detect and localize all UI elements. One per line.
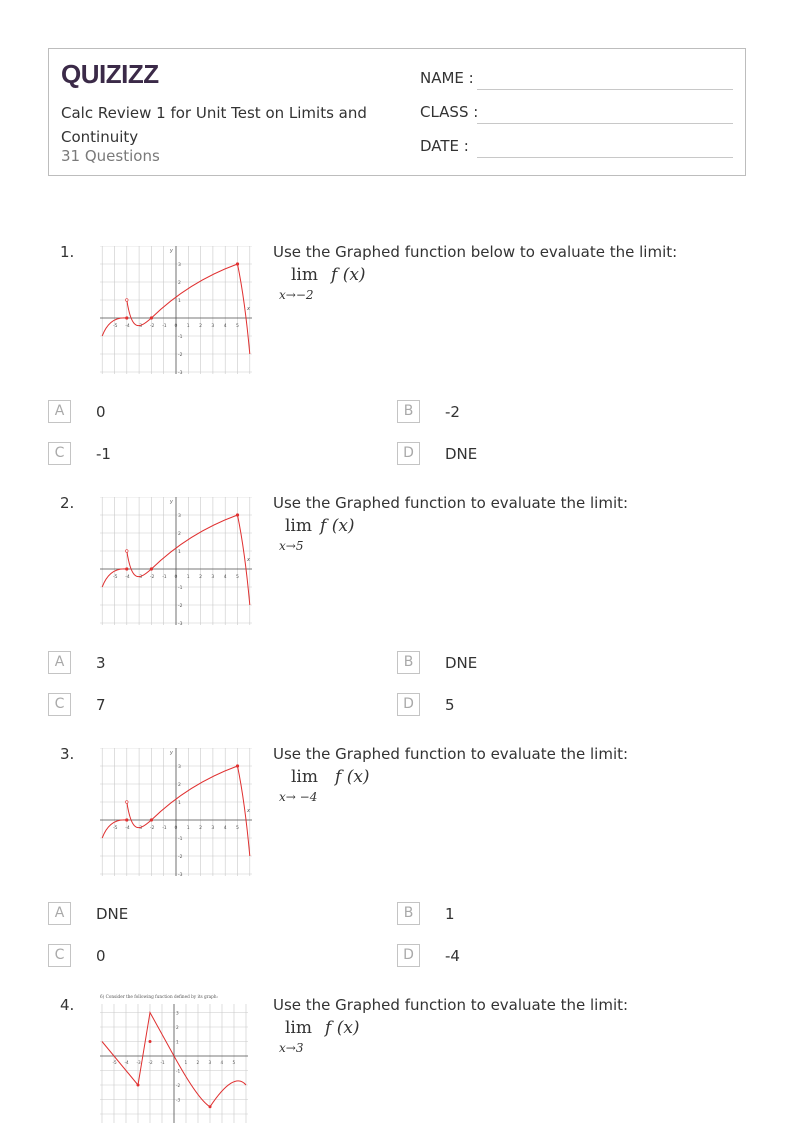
y-tick-label: 2 bbox=[178, 281, 181, 286]
worksheet-header bbox=[48, 48, 746, 176]
x-tick-label: 0 bbox=[174, 575, 178, 580]
option-c-text[interactable]: 7 bbox=[96, 696, 106, 714]
y-tick-label: -3 bbox=[176, 1097, 181, 1103]
y-axis-label: y bbox=[170, 750, 173, 756]
y-tick-label: 2 bbox=[178, 532, 181, 537]
x-tick-label: -4 bbox=[124, 1060, 129, 1065]
graph-grid bbox=[100, 748, 252, 876]
limit-expression bbox=[279, 516, 399, 556]
x-tick-label: 4 bbox=[220, 1060, 224, 1065]
option-b-letter[interactable]: B bbox=[397, 902, 420, 925]
option-d-text[interactable]: DNE bbox=[445, 445, 478, 463]
graph-point bbox=[236, 764, 239, 767]
graph-grid bbox=[100, 497, 252, 625]
option-b-letter[interactable]: B bbox=[397, 651, 420, 674]
x-tick-label: 4 bbox=[223, 575, 227, 580]
function-curve bbox=[127, 515, 238, 577]
y-tick-label: -2 bbox=[178, 855, 183, 860]
class-field[interactable] bbox=[477, 123, 733, 124]
graph-caption: 6) Consider the following function defined by its graph: bbox=[100, 994, 218, 999]
x-tick-label: -5 bbox=[112, 1060, 117, 1065]
y-tick-label: -1 bbox=[178, 586, 183, 591]
x-tick-label: 5 bbox=[236, 826, 239, 831]
option-b-text[interactable]: -2 bbox=[445, 403, 460, 421]
lim-symbol: lim bbox=[291, 767, 318, 787]
limit-approach: x→−2 bbox=[279, 288, 314, 302]
option-a-letter[interactable]: A bbox=[48, 400, 71, 423]
y-tick-label: -3 bbox=[178, 873, 183, 876]
x-tick-label: 0 bbox=[174, 324, 178, 329]
y-tick-label: -3 bbox=[178, 371, 183, 374]
lim-symbol: lim bbox=[285, 516, 312, 536]
y-tick-label: -1 bbox=[176, 1068, 181, 1074]
function-curve bbox=[127, 264, 238, 326]
x-tick-label: -1 bbox=[160, 1060, 165, 1065]
x-tick-label: 1 bbox=[186, 575, 190, 580]
function-graph bbox=[100, 748, 252, 876]
option-a-letter[interactable]: A bbox=[48, 902, 71, 925]
function-notation: f (x) bbox=[335, 767, 370, 787]
question-number: 1. bbox=[60, 243, 75, 261]
option-c-letter[interactable]: C bbox=[48, 693, 71, 716]
x-tick-label: -2 bbox=[149, 575, 155, 580]
graph-point bbox=[125, 567, 128, 570]
x-axis-label: x bbox=[247, 306, 250, 312]
question-prompt: Use the Graphed function below to evaluate the limit: bbox=[273, 243, 678, 261]
quizizz-logo: QUIZIZZ bbox=[61, 59, 159, 89]
function-graph bbox=[100, 497, 252, 625]
y-tick-label: 3 bbox=[178, 263, 181, 268]
graph-point bbox=[125, 316, 128, 319]
x-tick-label: 1 bbox=[184, 1060, 188, 1065]
x-tick-label: 2 bbox=[199, 575, 202, 580]
limit-expression bbox=[279, 767, 399, 807]
x-tick-label: -1 bbox=[162, 324, 167, 329]
open-point bbox=[126, 299, 129, 302]
y-tick-label: -2 bbox=[178, 604, 183, 609]
x-tick-label: -5 bbox=[113, 324, 118, 329]
x-tick-label: 5 bbox=[236, 324, 239, 329]
y-axis-label: y bbox=[170, 248, 173, 254]
y-tick-label: -1 bbox=[178, 335, 183, 340]
x-tick-label: 2 bbox=[196, 1060, 200, 1065]
x-tick-label: 5 bbox=[236, 575, 239, 580]
name-label: NAME : bbox=[420, 69, 474, 87]
y-tick-label: -2 bbox=[176, 1083, 181, 1088]
quiz-title: Calc Review 1 for Unit Test on Limits and Continuity bbox=[61, 104, 367, 146]
x-tick-label: 1 bbox=[186, 826, 190, 831]
x-tick-label: 3 bbox=[208, 1060, 212, 1065]
x-tick-label: -4 bbox=[125, 324, 130, 329]
y-tick-label: 1 bbox=[178, 299, 181, 304]
option-c-text[interactable]: -1 bbox=[96, 445, 111, 463]
function-curve bbox=[102, 1042, 138, 1086]
option-a-letter[interactable]: A bbox=[48, 651, 71, 674]
question-number: 4. bbox=[60, 996, 75, 1014]
option-a-text[interactable]: DNE bbox=[96, 905, 129, 923]
x-tick-label: 0 bbox=[174, 826, 178, 831]
date-field[interactable] bbox=[477, 157, 733, 158]
graph-point bbox=[150, 818, 153, 821]
x-tick-label: 3 bbox=[211, 826, 215, 831]
option-b-letter[interactable]: B bbox=[397, 400, 420, 423]
x-tick-label: 5 bbox=[232, 1060, 236, 1065]
y-tick-label: 3 bbox=[178, 514, 181, 519]
x-tick-label: -3 bbox=[137, 324, 143, 329]
y-tick-label: 2 bbox=[176, 1025, 179, 1030]
question-number: 3. bbox=[60, 745, 75, 763]
x-tick-label: -4 bbox=[125, 826, 130, 831]
x-tick-label: 4 bbox=[223, 826, 227, 831]
y-tick-label: 1 bbox=[178, 550, 181, 555]
option-d-text[interactable]: 5 bbox=[445, 696, 455, 714]
graph-point bbox=[150, 316, 153, 319]
y-tick-label: 3 bbox=[178, 765, 181, 770]
option-c-letter[interactable]: C bbox=[48, 944, 71, 967]
y-tick-label: 1 bbox=[176, 1039, 179, 1045]
x-axis-label: x bbox=[247, 557, 250, 563]
x-tick-label: 1 bbox=[186, 324, 190, 329]
function-notation: f (x) bbox=[331, 265, 366, 285]
x-tick-label: -2 bbox=[149, 324, 155, 329]
question-prompt: Use the Graphed function to evaluate the limit: bbox=[273, 494, 629, 512]
graph-point bbox=[236, 513, 239, 516]
x-axis-label: x bbox=[247, 808, 250, 814]
x-tick-label: -1 bbox=[162, 575, 167, 580]
x-tick-label: -3 bbox=[136, 1060, 141, 1065]
limit-approach: x→ −4 bbox=[279, 790, 318, 804]
option-a-text[interactable]: 0 bbox=[96, 403, 106, 421]
date-label: DATE : bbox=[420, 137, 469, 155]
lim-symbol: lim bbox=[285, 1018, 312, 1038]
question-prompt: Use the Graphed function to evaluate the limit: bbox=[273, 996, 629, 1014]
x-tick-label: -1 bbox=[162, 826, 167, 831]
question-prompt: Use the Graphed function to evaluate the limit: bbox=[273, 745, 629, 763]
function-graph bbox=[100, 992, 252, 1123]
option-d-letter[interactable]: D bbox=[397, 442, 420, 465]
function-graph bbox=[100, 246, 252, 374]
option-b-text[interactable]: 1 bbox=[445, 905, 455, 923]
graph-point bbox=[137, 1084, 140, 1087]
x-tick-label: 3 bbox=[211, 324, 215, 329]
graph-point bbox=[209, 1105, 212, 1108]
option-d-letter[interactable]: D bbox=[397, 944, 420, 967]
limit-expression bbox=[279, 1018, 399, 1058]
x-tick-label: -5 bbox=[113, 575, 118, 580]
graph-point bbox=[150, 567, 153, 570]
x-tick-label: -2 bbox=[149, 826, 155, 831]
limit-approach: x→3 bbox=[279, 1041, 304, 1055]
y-tick-label: 1 bbox=[178, 801, 181, 806]
y-tick-label: -2 bbox=[178, 353, 183, 358]
x-tick-label: 3 bbox=[211, 575, 215, 580]
limit-expression bbox=[279, 265, 399, 305]
x-tick-label: 4 bbox=[223, 324, 227, 329]
x-tick-label: 2 bbox=[199, 826, 202, 831]
option-c-letter[interactable]: C bbox=[48, 442, 71, 465]
option-d-letter[interactable]: D bbox=[397, 693, 420, 716]
open-point bbox=[126, 801, 129, 804]
x-tick-label: -3 bbox=[137, 826, 143, 831]
x-tick-label: 2 bbox=[199, 324, 202, 329]
y-tick-label: -1 bbox=[178, 837, 183, 842]
graph-grid bbox=[100, 246, 252, 374]
function-curve bbox=[127, 766, 238, 828]
graph-point bbox=[125, 818, 128, 821]
option-c-text[interactable]: 0 bbox=[96, 947, 106, 965]
name-field[interactable] bbox=[477, 89, 733, 90]
lim-symbol: lim bbox=[291, 265, 318, 285]
x-tick-label: -5 bbox=[113, 826, 118, 831]
y-tick-label: 3 bbox=[176, 1010, 179, 1016]
option-a-text[interactable]: 3 bbox=[96, 654, 106, 672]
y-axis-label: y bbox=[170, 499, 173, 505]
y-tick-label: 2 bbox=[178, 783, 181, 788]
question-number: 2. bbox=[60, 494, 75, 512]
graph-point bbox=[236, 262, 239, 265]
x-tick-label: -2 bbox=[148, 1060, 153, 1065]
y-tick-label: -3 bbox=[178, 622, 183, 625]
option-d-text[interactable]: -4 bbox=[445, 947, 460, 965]
limit-approach: x→5 bbox=[279, 539, 304, 553]
function-notation: f (x) bbox=[325, 1018, 360, 1038]
question-count: 31 Questions bbox=[61, 147, 160, 165]
option-b-text[interactable]: DNE bbox=[445, 654, 478, 672]
function-notation: f (x) bbox=[320, 516, 355, 536]
x-tick-label: -4 bbox=[125, 575, 130, 580]
open-point bbox=[126, 550, 129, 553]
x-tick-label: -3 bbox=[137, 575, 143, 580]
class-label: CLASS : bbox=[420, 103, 479, 121]
graph-point bbox=[149, 1040, 152, 1043]
